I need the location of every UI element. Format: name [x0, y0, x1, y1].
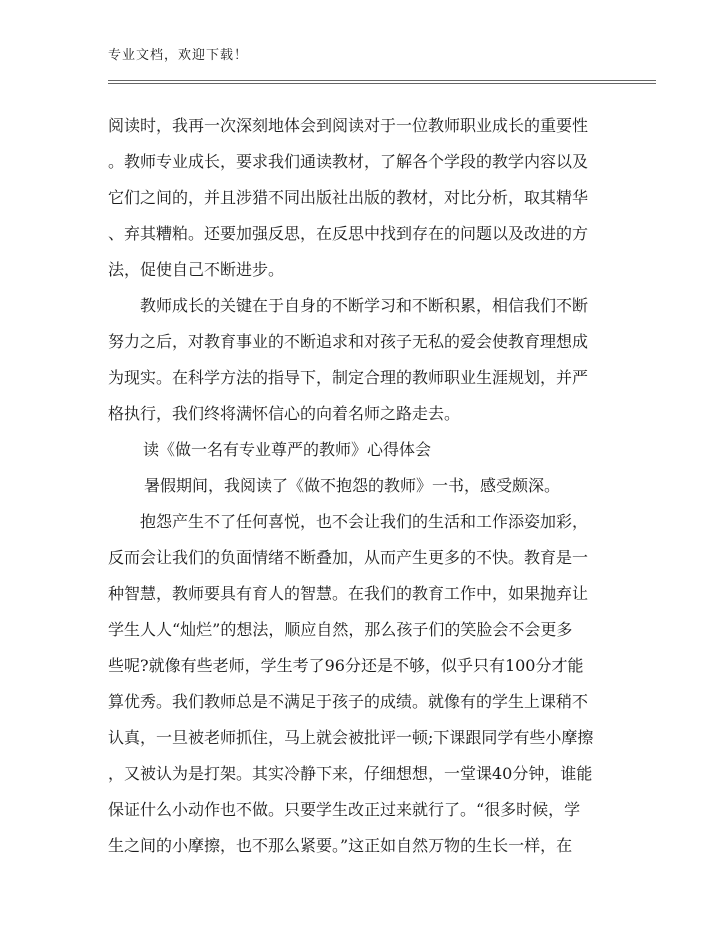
text-line: 反而会让我们的负面情绪不断叠加，从而产生更多的不快。教育是一 [108, 548, 589, 567]
text-line: 暑假期间，我阅读了《做不抱怨的教师》一书，感受颇深。 [144, 476, 561, 495]
paragraph [108, 468, 612, 504]
text-line: 教师成长的关键在于自身的不断学习和不断积累，相信我们不断 [140, 296, 589, 315]
text-line: 、弃其糟粕。还要加强反思，在反思中找到存在的问题以及改进的方 [108, 224, 589, 243]
text-line: 保证什么小动作也不做。只要学生改正过来就行了。“很多时候，学 [108, 800, 581, 819]
document-body [108, 108, 612, 864]
page-header: 专业文档，欢迎下载！ [108, 48, 249, 63]
header-rule-bottom [108, 83, 656, 84]
text-line: 努力之后，对教育事业的不断追求和对孩子无私的爱会使教育理想成 [108, 332, 589, 351]
text-line: 生之间的小摩擦，也不那么紧要。”这正如自然万物的生长一样，在 [108, 836, 573, 855]
text-line: ，又被认为是打架。其实冷静下来，仔细想想，一堂课40分钟，谁能 [108, 764, 593, 783]
text-line: 学生人人“灿烂”的想法，顺应自然，那么孩子们的笑脸会不会更多 [108, 620, 573, 639]
text-line: 它们之间的，并且涉猎不同出版社出版的教材，对比分析，取其精华 [108, 188, 589, 207]
text-line: 认真，一旦被老师抓住，马上就会被批评一顿;下课跟同学有些小摩擦 [108, 728, 594, 747]
paragraph [108, 504, 612, 864]
article-title: 读《做一名有专业尊严的教师》心得体会 [143, 440, 432, 459]
text-line: 法，促使自己不断进步。 [108, 260, 285, 279]
header-rule-top [108, 80, 656, 81]
text-line: 算优秀。我们教师总是不满足于孩子的成绩。就像有的学生上课稍不 [108, 692, 589, 711]
text-line: 些呢?就像有些老师，学生考了96分还是不够，似乎只有100分才能 [108, 656, 584, 675]
text-line: 。教师专业成长，要求我们通读教材，了解各个学段的教学内容以及 [108, 152, 589, 171]
text-line: 种智慧，教师要具有育人的智慧。在我们的教育工作中，如果抛弃让 [108, 584, 589, 603]
text-line: 为现实。在科学方法的指导下，制定合理的教师职业生涯规划，并严 [108, 368, 589, 387]
text-line: 阅读时，我再一次深刻地体会到阅读对于一位教师职业成长的重要性 [108, 116, 589, 135]
text-line: 抱怨产生不了任何喜悦，也不会让我们的生活和工作添姿加彩， [140, 512, 589, 531]
paragraph [108, 108, 612, 288]
paragraph [108, 288, 612, 432]
text-line: 格执行，我们终将满怀信心的向着名师之路走去。 [108, 404, 461, 423]
